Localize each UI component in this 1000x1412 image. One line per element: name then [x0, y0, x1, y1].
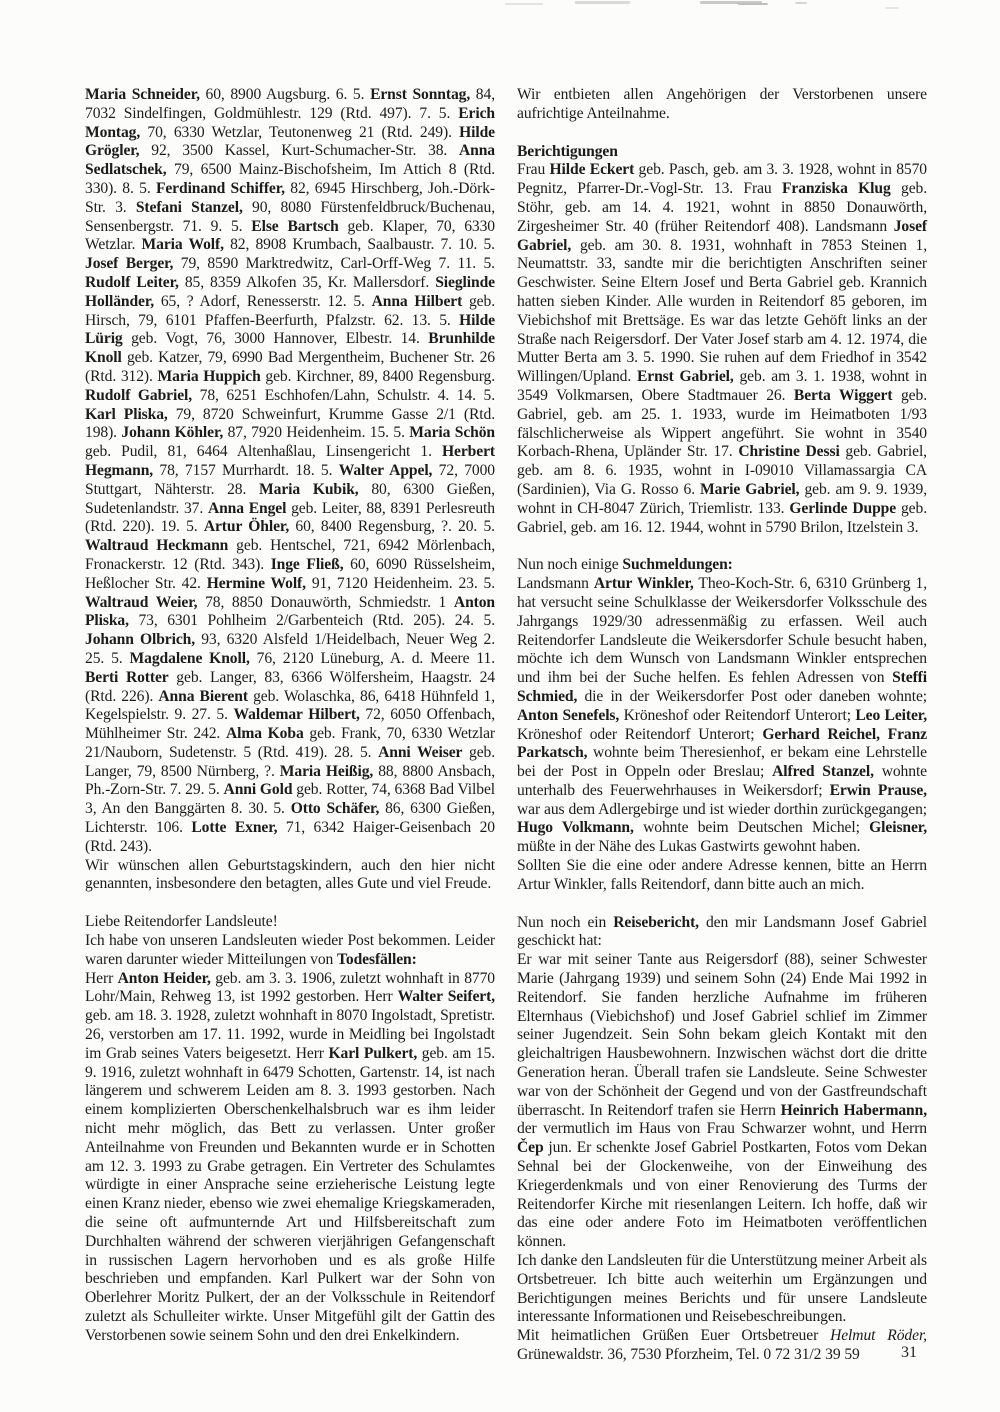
thanks-note: Ich danke den Landsleuten für die Unterstützung meiner Arbeit als Ortsbetreuer. Ich bitte auch weiterhin um Ergänzungen und Berichtigungen meines Berichts und für unsere Landsleute interessante Informationen und Reisebeschreibungen. — [517, 1252, 927, 1326]
salutation-reitendorf: Liebe Reitendorfer Landsleute! — [85, 913, 278, 931]
scan-artifact — [885, 7, 899, 9]
suchmeldungen-body: Landsmann Artur Winkler, Theo-Koch-Str. 6, 6310 Grünberg 1, hat versucht seine Schulklasse der Weikersdorfer Volksschule des Jahrgangs 1929/30 adressenmäßig zu erfassen. Weil auch Reitendorfer Landsleute die Weikersdorfer Schule besucht haben, möchte ich dem Wunsch von Landsmann Winkler entsprechen und ihm bei der Suche helfen. Es fehlen Adressen von Steffi Schmied, die in der Weikersdorfer Post oder daneben wohnte; Anton Senefels, Kröneshof oder Reitendorf Unterort; Leo Leiter, Kröneshof oder Reitendorf Unterort; Gerhard Reichel, Franz Parkatsch, wohnte beim Theresienhof, er bekam eine Lehrstelle bei der Post in Oppeln oder Breslau; Alfred Stanzel, wohnte unterhalb des Feuerwehrhauses in Weikersdorf; Erwin Prause, war aus dem Adlergebirge und ist wieder dorthin zurückgegangen; Hugo Volkmann, wohnte beim Deutschen Michel; Gleisner, müßte in der Nähe des Lukas Gastwirts gewohnt haben. — [517, 575, 928, 856]
birthday-greetings-list: Maria Schneider, 60, 8900 Augsburg. 6. 5. Ernst Sonntag, 84, 7032 Sindelfingen, Goldmühlestr. 129 (Rtd. 497). 7. 5. Erich Montag, 70, 6330 Wetzlar, Teutonenweg 21 (Rtd. 249). Hilde Grögler, 92, 3500 Kassel, Kurt-Schumacher-Str. 38. Anna Sedlatschek, 79, 6500 Mainz-Bischofsheim, Im Attich 8 (Rtd. 330). 8. 5. Ferdinand Schiffer, 82, 6945 Hirschberg, Joh.-Dörk-Str. 3. Stefani Stanzel, 90, 8080 Fürstenfeldbruck/Buchenau, Sensenbergstr. 71. 9. 5. Else Bartsch geb. Klaper, 70, 6330 Wetzlar. Maria Wolf, 82, 8908 Krumbach, Saalbaustr. 7. 10. 5. Josef Berger, 79, 8590 Marktredwitz, Carl-Orff-Weg 7. 11. 5. Rudolf Leiter, 85, 8359 Alkofen 35, Kr. Mallersdorf. Sieglinde Holländer, 65, ? Adorf, Renesserstr. 12. 5. Anna Hilbert geb. Hirsch, 79, 6101 Pfaffen-Beerfurth, Pfalzstr. 62. 13. 5. Hilde Lürig geb. Vogt, 76, 3000 Hannover, Elbestr. 14. Brunhilde Knoll geb. Katzer, 79, 6990 Bad Mergentheim, Buchener Str. 26 (Rtd. 312). Maria Huppich geb. Kirchner, 89, 8400 Regensburg. Rudolf Gabriel, 78, 6251 Eschhofen/Lahn, Schulstr. 4. 14. 5. Karl Pliska, 79, 8720 Schweinfurt, Krumme Gasse 2/1 (Rtd. 198). Johann Köhler, 87, 7920 Heidenheim. 15. 5. Maria Schön geb. Pudil, 81, 6464 Altenhaßlau, Linsengericht 1. Herbert Hegmann, 78, 7157 Murrhardt. 18. 5. Walter Appel, 72, 7000 Stuttgart, Nähterstr. 28. Maria Kubik, 80, 6300 Gießen, Sudetenlandstr. 37. Anna Engel geb. Leiter, 88, 8391 Perlesreuth (Rtd. 220). 19. 5. Artur Öhler, 60, 8400 Regensburg, ?. 20. 5. Waltraud Heckmann geb. Hentschel, 721, 6942 Mörlenbach, Fronackerstr. 12 (Rtd. 343). Inge Fließ, 60, 6090 Rüsselsheim, Heßlocher Str. 42. Hermine Wolf, 91, 7120 Heidenheim. 23. 5. Waltraud Weier, 78, 8850 Donauwörth, Schmiedstr. 1 Anton Pliska, 73, 6301 Pohlheim 2/Garbenteich (Rtd. 205). 24. 5. Johann Olbrich, 93, 6320 Alsfeld 1/Heidelbach, Neuer Weg 2. 25. 5. Magdalene Knoll, 76, 2120 Lüneburg, A. d. Meere 11. Berti Rotter geb. Langer, 83, 6366 Wölfersheim, Haagstr. 24 (Rtd. 226). Anna Bierent geb. Wolaschka, 86, 6418 Hühnfeld 1, Kegelspielstr. 9. 27. 5. Waldemar Hilbert, 72, 6050 Offenbach, Mühlheimer Str. 242. Alma Koba geb. Frank, 70, 6330 Wetzlar 21/Nauborn, Sudetenstr. 5 (Rtd. 419). 28. 5. Anni Weiser geb. Langer, 79, 8500 Nürnberg, ?. Maria Heißig, 88, 8800 Ansbach, Ph.-Zorn-Str. 7. 29. 5. Anni Gold geb. Rotter, 74, 6368 Bad Vilbel 3, An den Banggärten 8. 30. 5. Otto Schäfer, 86, 6300 Gießen, Lichterstr. 106. Lotte Exner, 71, 6342 Haiger-Geisenbach 20 (Rtd. 243). — [85, 86, 496, 855]
scan-artifact — [738, 3, 768, 5]
page-number: 31 — [901, 1344, 917, 1361]
reisebericht-body: Er war mit seiner Tante aus Reigersdorf (88), seiner Schwester Marie (Jahrgang 1939) und seinem Sohn (24) Ende Mai 1992 in Reitendorf. Sie fanden herzliche Aufnahme im früheren Elternhaus (Viebichshof) und Josef Gabriel schlief im Zimmer seiner Jugendzeit. Sein Sohn bekam gleich Kontakt mit den gleichaltrigen Hausbewohnern. Inzwischen wächst dort die dritte Generation heran. Überall trafen sie Landsleute. Seine Schwester war von der Schönheit der Gegend und von der Gastfreundschaft überrascht. In Reitendorf trafen sie Herrn Heinrich Habermann, der vermutlich im Haus von Frau Schwarzer wohnt, und Herrn Čep jun. Er schenkte Josef Gabriel Postkarten, Fotos vom Dekan Sehnal bei der Glockenweihe, von der Einweihung des Kriegerdenkmals und von einer Renovierung des Turms der Reitendorfer Kirche mit riesenlangen Leitern. Ich hoffe, daß wir das eine oder andere Foto im Heimatboten veröffentlichen können. — [517, 951, 927, 1251]
scan-artifact — [505, 3, 543, 5]
post-intro-todesfaelle: Ich habe von unseren Landsleuten wieder Post bekommen. Leider waren darunter wieder Mitteilungen von Todesfällen: — [85, 932, 495, 968]
scan-artifact — [575, 1, 630, 4]
suchmeldungen-intro: Nun noch einige Suchmeldungen: — [517, 556, 733, 574]
heading-berichtigungen: Berichtigungen — [517, 142, 618, 160]
birthday-wishes: Wir wünschen allen Geburtstagskindern, auch den hier nicht genannten, insbesondere den betagten, alles Gute und viel Freude. — [85, 856, 495, 893]
text-columns — [85, 86, 927, 1365]
corrections-body: Frau Hilde Eckert geb. Pasch, geb. am 3. 3. 1928, wohnt in 8570 Pegnitz, Pfarrer-Dr.-Vogl-Str. 13. Frau Franziska Klug geb. Stöhr, geb. am 14. 4. 1921, wohnt in 8850 Donauwörth, Zirgesheimer Str. 40 (früher Reitendorf 408). Landsmann Josef Gabriel, geb. am 30. 8. 1931, wohnhaft in 7853 Steinen 1, Neumattstr. 33, sandte mir die berichtigten Anschriften seiner Geschwister. Seine Eltern Josef und Berta Gabriel geb. Krannich hatten sieben Kinder. Alle wurden in Reitendorf 85 geboren, im Viebichshof mit Brettsäge. Es war das letzte Gehöft links an der Straße nach Reigersdorf. Der Vater Josef starb am 4. 12. 1974, die Mutter Berta am 3. 5. 1990. Sie ruhen auf dem Friedhof in 3542 Willingen/Upland. Ernst Gabriel, geb. am 3. 1. 1938, wohnt in 3549 Volkmarsen, Obere Stadtmauer 26. Berta Wiggert geb. Gabriel, geb. am 25. 1. 1933, wurde im Heimatboten 1/93 fälschlicherweise als Wippert angeführt. Sie wohnt in 3540 Korbach-Rhena, Upländer Str. 17. Christine Dessi geb. Gabriel, geb. am 8. 6. 1935, wohnt in I-09010 Villamassargia CA (Sardinien), Via G. Rosso 6. Marie Gabriel, geb. am 9. 9. 1939, wohnt in CH-8047 Zürich, Triemlistr. 133. Gerlinde Duppe geb. Gabriel, geb. am 16. 12. 1944, wohnt in 5790 Brilon, Itzelstein 3. — [517, 161, 928, 536]
reisebericht-intro: Nun noch ein Reisebericht, den mir Landsmann Josef Gabriel geschickt hat: — [517, 913, 927, 950]
address-request: Sollten Sie die eine oder andere Adresse kennen, bitte an Herrn Artur Winkler, falls Reitendorf, dann bitte auch an mich. — [517, 857, 927, 893]
scan-artifact — [795, 2, 807, 4]
condolence-note: Wir entbieten allen Angehörigen der Verstorbenen unsere aufrichtige Anteilnahme. — [517, 86, 927, 122]
death-notices: Herr Anton Heider, geb. am 3. 3. 1906, zuletzt wohnhaft in 8770 Lohr/Main, Rehweg 13, ist 1992 gestorben. Herr Walter Seifert, geb. am 18. 3. 1928, zuletzt wohnhaft in 8070 Ingolstadt, Spretistr. 26, verstorben am 17. 11. 1992, wurde in Meidling bei Ingolstadt im Grab seines Vaters beigesetzt. Herr Karl Pulkert, geb. am 15. 9. 1916, zuletzt wohnhaft in 6479 Schotten, Gartenstr. 14, ist nach längerem und schwerem Leiden am 8. 3. 1993 gestorben. Nach einem komplizierten Oberschenkelhalsbruch war es ihm leider nicht mehr möglich, das Bett zu verlassen. Unter großer Anteilnahme von Freunden und Bekannten wurde er in Schotten am 12. 3. 1993 zu Grabe getragen. Ein Vertreter des Schulamtes würdigte in einer Ansprache seine erzieherische Leistung legte einen Kranz nieder, ebenso wie zwei ehemalige Kriegskameraden, die seine oft aufmunternde Art und Hilfsbereitschaft zum Durchhalten während der schweren vierjährigen Gefangenschaft in russischen Lagern hervorhoben und es als große Hilfe beschrieben und empfanden. Karl Pulkert war der Sohn von Oberlehrer Moritz Pulkert, der an der Volksschule in Reitendorf zuletzt als Schulleiter wirkte. Unser Mitgefühl gilt der Gattin des Verstorbenen sowie seinem Sohn und den drei Enkelkindern. — [85, 969, 496, 1344]
right-column — [517, 86, 927, 1365]
closing-signature: Mit heimatlichen Grüßen Euer Ortsbetreuer Helmut Röder, Grünewaldstr. 36, 7530 Pforzheim, Tel. 0 72 31/2 39 59 — [517, 1327, 927, 1363]
left-column — [85, 86, 495, 1365]
